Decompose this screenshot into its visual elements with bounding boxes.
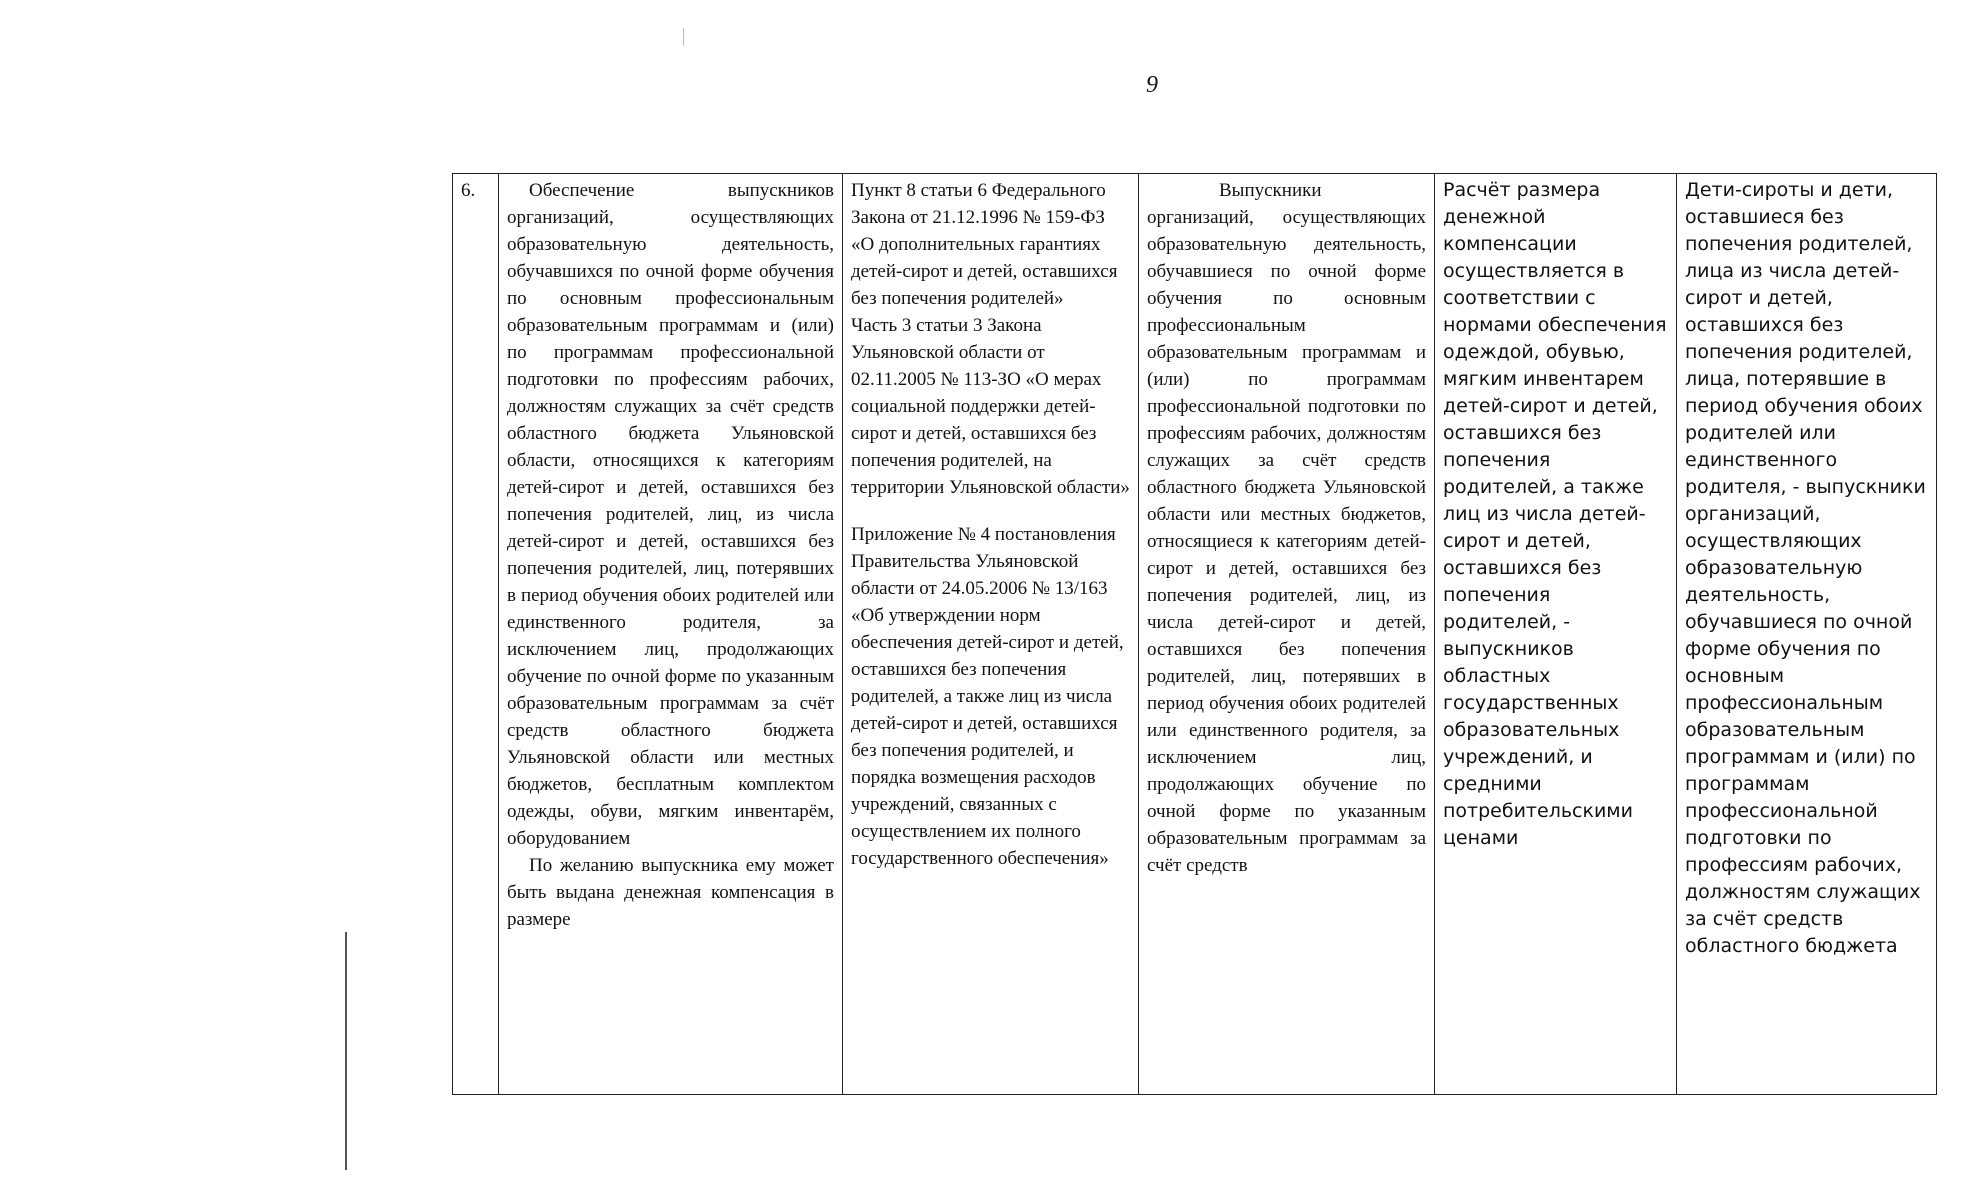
recipients-text: Выпускники организаций, осуществляющих образовательную деятельность, обучавшиеся по очной форме обучения по основным профессиональным образовательным программам и (или) по программам профессиональной подготовки по профессиям рабочих, должностям служащих за счёт средств областного бюджета Ульяновской области или местных бюджетов, относящиеся к категориям детей-сирот и детей, оставшихся без попечения родителей, лиц, из числа детей-сирот и детей, оставшихся без попечения родителей, лиц, потерявших в период обучения обоих родителей или единственного родителя, за исключением лиц, продолжающих обучение по очной форме по указанным образовательным программам за счёт средств (1147, 180, 1426, 876)
calculation-text: Расчёт размера денежной компенсации осуществляется в соответствии с нормами обеспечения одеждой, обувью, мягким инвентарем детей-сирот и детей, оставшихся без попечения родителей, а также лиц из числа детей-сирот и детей, оставшихся без попечения родителей, - выпускников областных государственных образовательных учреждений, и средними потребительскими ценами (1443, 179, 1667, 849)
scan-mark-top (683, 28, 684, 46)
scan-mark-margin (345, 932, 347, 1170)
categories-text: Дети-сироты и дети, оставшиеся без попечения родителей, лица из числа детей-сирот и детей, оставшихся без попечения родителей, лица, потерявшие в период обучения обоих родителей или единственного родителя, - выпускники организаций, осуществляющих образовательную деятельность, обучавшиеся по очной форме обучения по основным профессиональным образовательным программам и (или) по программам профессиональной подготовки по профессиям рабочих, должностям служащих за счёт средств областного бюджета (1685, 179, 1926, 957)
description-paragraph: По желанию выпускника ему может быть выдана денежная компенсация в размере (507, 855, 834, 930)
benefits-table (452, 173, 1937, 1095)
row-number-cell (453, 174, 499, 1095)
calculation-cell (1435, 174, 1677, 1095)
legal-basis-paragraph: Пункт 8 статьи 6 Федерального Закона от 21.12.1996 № 159-ФЗ «О дополнительных гарантиях детей-сирот и детей, оставшихся без попечения родителей» (851, 180, 1118, 309)
description-cell (499, 174, 843, 1095)
description-paragraph: Обеспечение выпускников организаций, осуществляющих образовательную деятельность, обучавшихся по очной форме обучения по основным профессиональным образовательным программам и (или) по программам профессиональной подготовки по профессиям рабочих, должностям служащих за счёт средств областного бюджета Ульяновской области, относящихся к категориям детей-сирот и детей, оставшихся без попечения родителей, лиц, из числа детей-сирот и детей, оставшихся без попечения родителей, лиц, потерявших в период обучения обоих родителей или единственного родителя, за исключением лиц, продолжающих обучение по очной форме по указанным образовательным программам за счёт средств областного бюджета Ульяновской области или местных бюджетов, бесплатным комплектом одежды, обуви, мягким инвентарём, оборудованием (507, 180, 834, 849)
legal-basis-cell (843, 174, 1139, 1095)
categories-cell (1677, 174, 1937, 1095)
page-number: 9 (1146, 72, 1158, 98)
legal-basis-paragraph: Приложение № 4 постановления Правительства Ульяновской области от 24.05.2006 № 13/163 «Об утверждении норм обеспечения детей-сирот и детей, оставшихся без попечения родителей, а также лиц из числа детей-сирот и детей, оставшихся без попечения родителей, и порядка возмещения расходов учреждений, связанных с осуществлением их полного государственного обеспечения» (851, 524, 1124, 869)
legal-basis-paragraph: Часть 3 статьи 3 Закона Ульяновской области от 02.11.2005 № 113-ЗО «О мерах социальной поддержки детей-сирот и детей, оставшихся без попечения родителей, на территории Ульяновской области» (851, 315, 1130, 498)
recipients-cell (1139, 174, 1435, 1095)
table-row (453, 174, 1937, 1095)
row-number: 6. (461, 180, 476, 201)
paragraph-gap (851, 501, 1130, 521)
